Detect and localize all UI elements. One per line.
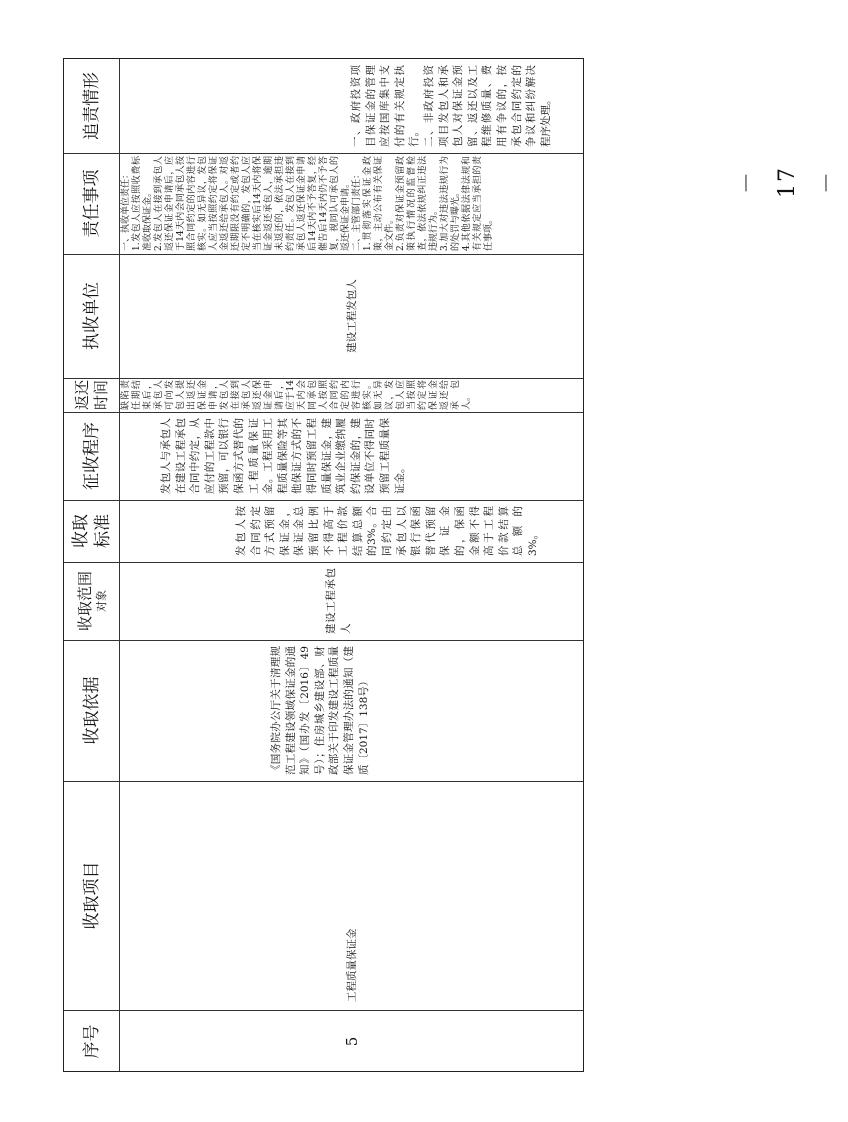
header-duties-cell bbox=[64, 153, 119, 254]
header-standard: 收取标准 bbox=[70, 514, 113, 548]
row-scope: 建设工程承包人 bbox=[325, 568, 352, 634]
row-procedure: 发包人与承包人在建设工程承包合同中约定，从应付的工程款中预留，可以银行保函方式替代的工程质量保证金。工程采用工程质量保险等其他保证方式的不得同时预留工程质量保证金，建筑业企业缴纳履约保证金的，建设单位不得同时预留工程质量保证金。 bbox=[160, 418, 406, 494]
header-seq-cell bbox=[64, 1010, 119, 1073]
header-duties: 责任事项 bbox=[81, 169, 102, 238]
row-seq-cell bbox=[119, 1010, 585, 1073]
header-basis: 收取依据 bbox=[81, 676, 102, 745]
header-procedure-cell bbox=[64, 412, 119, 500]
row-duties-cell bbox=[119, 153, 585, 254]
row-item-cell bbox=[119, 781, 585, 1010]
header-accountability: 追责情形 bbox=[81, 72, 102, 140]
header-basis-cell bbox=[64, 640, 119, 781]
header-return-cell bbox=[64, 378, 119, 412]
header-executor: 执收单位 bbox=[81, 282, 102, 350]
header-accountability-cell bbox=[64, 59, 119, 153]
header-scope-sub: 对象 bbox=[94, 590, 108, 612]
header-standard-cell bbox=[64, 500, 119, 562]
header-scope-main: 收取范围 bbox=[75, 571, 94, 632]
row-accountability-cell bbox=[119, 59, 585, 153]
header-item-cell bbox=[64, 781, 119, 1010]
row-basis: 《国务院办公厅关于清理规范工程建设领域保证金的通知》（国办发〔2016〕49号）；住房城乡建设部、财政部关于印发建设工程质量保证金管理办法的通知（建质〔2017〕138号） bbox=[270, 646, 370, 775]
header-scope-cell bbox=[64, 562, 119, 640]
row-seq: 5 bbox=[342, 1036, 361, 1047]
row-basis-cell bbox=[119, 640, 585, 781]
header-scope bbox=[64, 562, 119, 640]
row-procedure-cell bbox=[119, 412, 585, 500]
responsibility-table bbox=[63, 58, 584, 1072]
row-duties: 一、执收单位责任： 1.发包人应按照收费标准收取保证金。 2.发包人在接到承包人返还保证金申请后，应于14天内会同承包人按照合同约定的内容进行核实。如无异议，发包人应当按照约定将保证金返还给承包人。对返还期限没有约定或者约定不明确的，发包人应当在核实后14天内将保证金返还承包人，逾期未返还的，依法承担违约责任。发包人在接到承包人返还保证金申请后14天内不予答复，经催告后14天内仍不予答复，视同认可承包人的返还保证金申请。 二、主管部门责任： 1.贯彻落实保证金政策，主动公布有关保证金文件。 2.负责对保证金预留政策执行情况的监督检查，依法依规纠正违法违规行为。 3.加大对违法违规行为的处罚与曝光。 4.其他依据法律法规和有关规定应当承担的责任事项。 bbox=[121, 156, 494, 251]
header-procedure: 征收程序 bbox=[81, 422, 102, 490]
header-executor-cell bbox=[64, 254, 119, 378]
row-standard: 发包人按合同约定方式预留保证金，保证金总预留比例不得高于工程价款结算总额的3%。合同约定由承包人以银行保函替代预留保证金的，保函金额不得高于工程价款结算总额的3%。 bbox=[235, 506, 539, 556]
row-executor-cell bbox=[119, 254, 585, 378]
header-return: 返还时间 bbox=[72, 379, 110, 410]
row-return: 缺陷责任期结束后，承包人可向发包人提出返还保证金申请，发包人在接到承包人返还保证金申请后，应于14天内会同承包人按照合同约定的内容进行核实。如无异议，发包人应当按照约定将保证金返还给承包人。 bbox=[121, 380, 472, 410]
header-seq: 序号 bbox=[81, 1024, 102, 1059]
header-item: 收取项目 bbox=[81, 861, 102, 930]
row-accountability: 一、政府投资项目保证金的管理应按国库集中支付的有关规定执行。 二、非政府投资项目发包人和承包人对保证金预留、返还以及工程维修质量、费用有争议的，按承包合同约定的争议和纠纷解决程序处理。 bbox=[350, 65, 552, 147]
page-number: － 17 － bbox=[735, 166, 840, 198]
row-return-cell bbox=[119, 378, 585, 412]
row-scope-cell bbox=[119, 562, 585, 640]
row-item: 工程质量保证金 bbox=[345, 928, 358, 1002]
row-standard-cell bbox=[119, 500, 585, 562]
row-executor: 建设工程发包人 bbox=[345, 279, 358, 353]
